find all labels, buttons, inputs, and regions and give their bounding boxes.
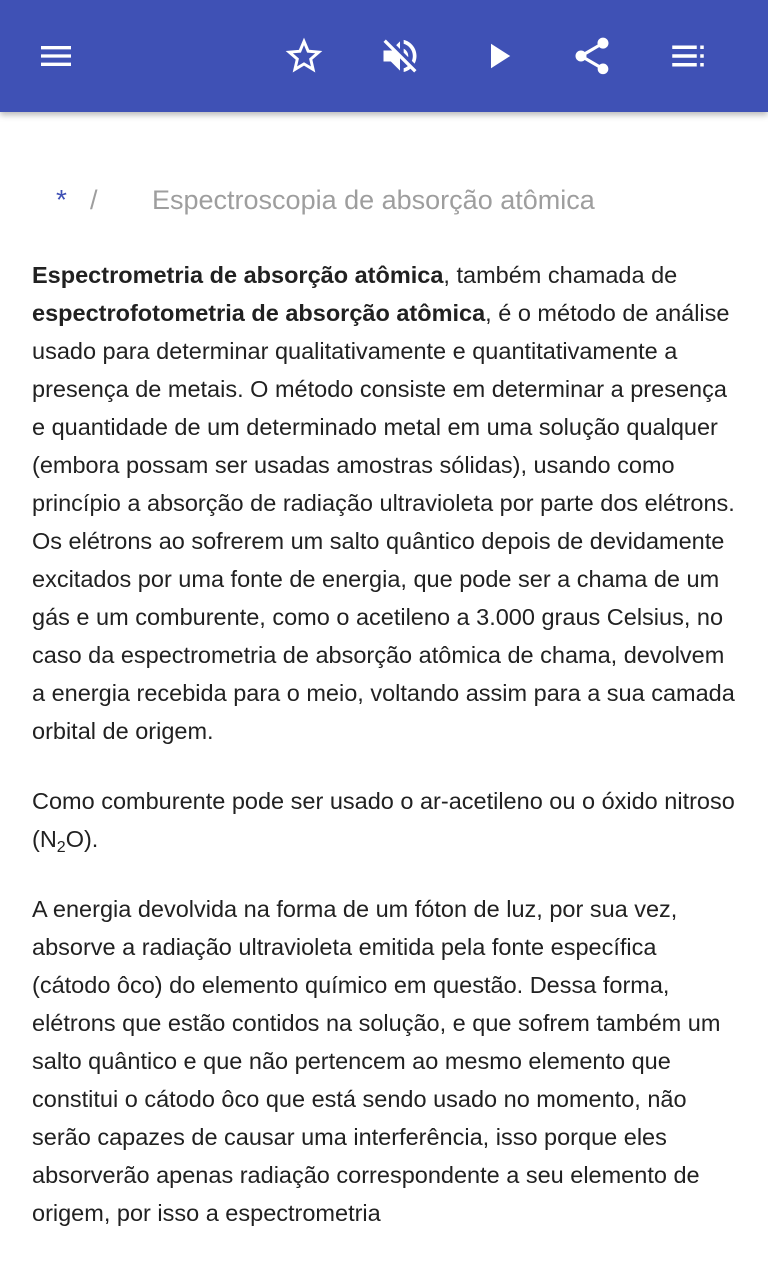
breadcrumb-home-link[interactable]: *: [56, 184, 67, 215]
paragraph-text: Como comburente pode ser usado o ar-acetileno ou o óxido nitroso (N: [32, 788, 735, 852]
paragraph-text: O).: [65, 826, 99, 852]
playlist-icon: [667, 35, 709, 77]
volume-off-icon: [378, 34, 422, 78]
menu-icon: [36, 36, 76, 76]
article-body: [32, 256, 736, 1264]
mute-button[interactable]: [376, 32, 424, 80]
breadcrumb-current-page: Espectroscopia de absorção atômica: [152, 184, 595, 215]
share-icon: [570, 34, 614, 78]
term-primary: Espectrometria de absorção atômica: [32, 262, 444, 288]
paragraph-text: , também chamada de: [443, 262, 678, 288]
favorite-button[interactable]: [280, 32, 328, 80]
breadcrumb: [56, 182, 595, 218]
play-button[interactable]: [474, 32, 522, 80]
article-content: [0, 112, 768, 1280]
contents-button[interactable]: [664, 32, 712, 80]
paragraph-1: [32, 256, 736, 750]
share-button[interactable]: [568, 32, 616, 80]
paragraph-2: [32, 782, 736, 858]
breadcrumb-separator: /: [90, 184, 98, 215]
menu-button[interactable]: [32, 32, 80, 80]
paragraph-text: , é o método de análise usado para determinar qualitativamente e quantitativamente a presença de metais. O método consiste em determinar a presença e quantidade de um determinado metal em uma solução qualquer (embora possam ser usadas amostras sólidas), usando como princípio a absorção de radiação ultravioleta por parte dos elétrons. Os elétrons ao sofrerem um salto quântico depois de devidamente excitados por uma fonte de energia, que pode ser a chama de um gás e um comburente, como o acetileno a 3.000 graus Celsius, no caso da espectrometria de absorção atômica de chama, devolvem a energia recebida para o meio, voltando assim para a sua camada orbital de origem.: [32, 300, 735, 744]
paragraph-3: A energia devolvida na forma de um fóton de luz, por sua vez, absorve a radiação ultravioleta emitida pela fonte específica (cátodo ôco) do elemento químico em questão. Dessa forma, elétrons que estão contidos na solução, e que sofrem também um salto quântico e que não pertencem ao mesmo elemento que constitui o cátodo ôco que está sendo usado no momento, não serão capazes de causar uma interferência, isso porque eles absorverão apenas radiação correspondente a seu elemento de origem, por isso a espectrometria: [32, 896, 721, 1226]
subscript: 2: [56, 839, 66, 856]
play-icon: [477, 35, 519, 77]
term-secondary: espectrofotometria de absorção atômica: [32, 300, 486, 326]
app-toolbar: [0, 0, 768, 112]
star-icon: [282, 34, 326, 78]
